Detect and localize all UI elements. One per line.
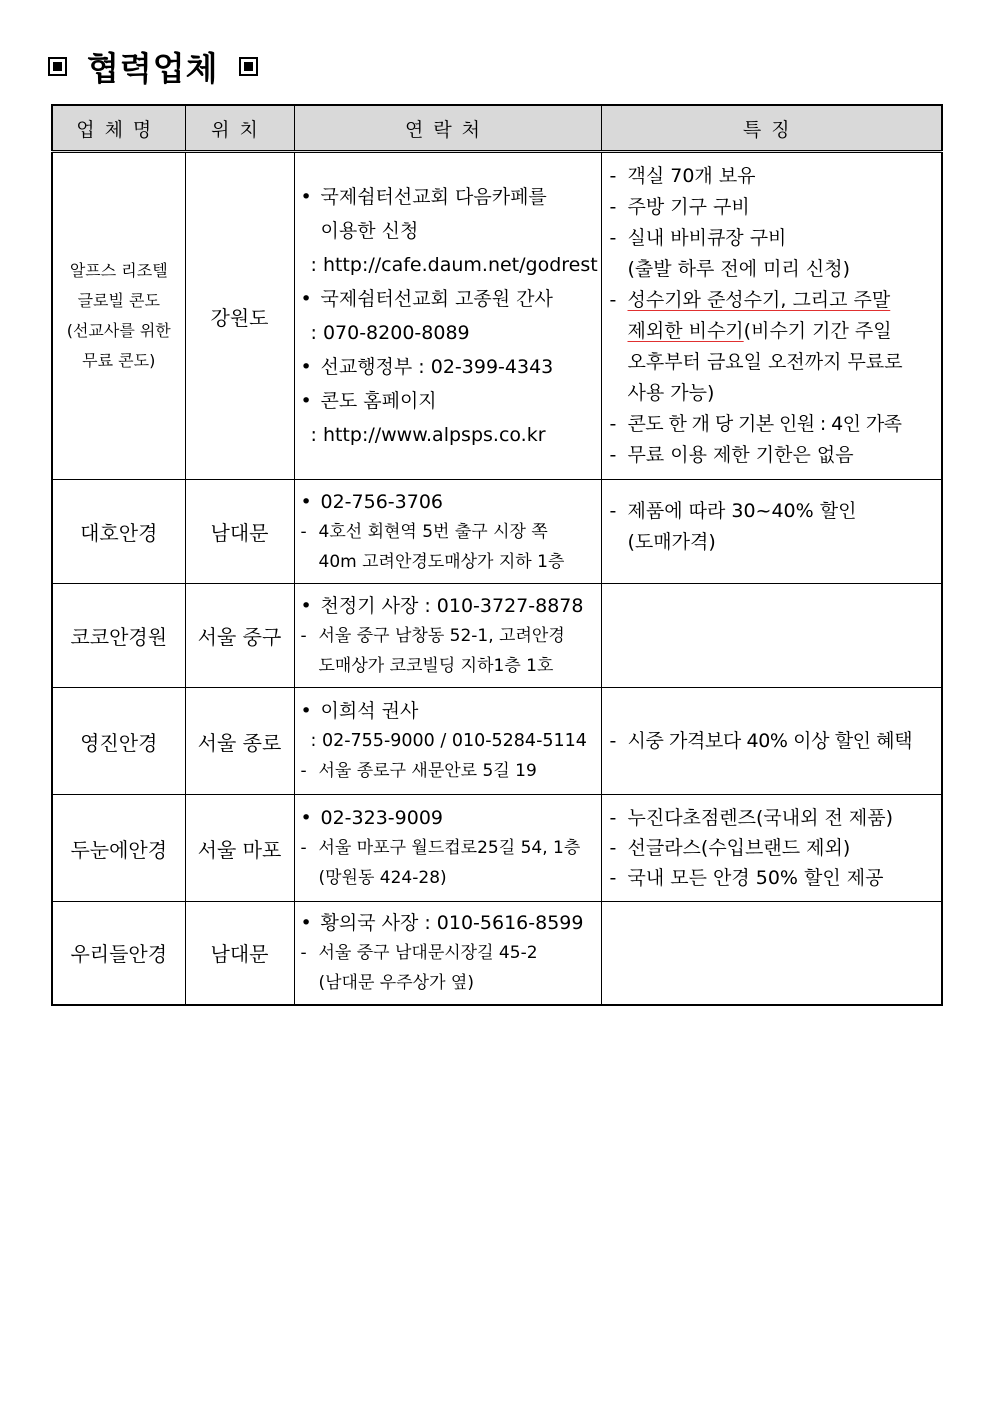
feature-line: (출발 하루 전에 미리 신청) (627, 258, 851, 280)
contact-cell (294, 795, 601, 902)
contact-cell (294, 152, 601, 480)
header-features: 특징 (601, 105, 942, 152)
features-cell (601, 795, 942, 902)
contact-line: • 콘도 홈페이지 (301, 384, 595, 418)
phone-number: : 070-8200-8089 (310, 322, 470, 344)
company-name-cell: 우리들안경 (52, 902, 185, 1005)
location-cell: 남대문 (185, 480, 294, 584)
header-contact: 연락처 (294, 105, 601, 152)
contact-line: • 국제쉼터선교회 고종원 간사 (301, 282, 595, 316)
contact-line: 이용한 신청 (320, 220, 419, 242)
contact-line: - 서울 종로구 새문안로 5길 19 (301, 756, 595, 786)
contact-cell (294, 902, 601, 1005)
cafe-link[interactable]: : http://cafe.daum.net/godrest (310, 254, 598, 276)
company-name-line: (선교사를 위한 (66, 321, 171, 340)
contact-cell (294, 584, 601, 688)
company-name-cell: 코코안경원 (52, 584, 185, 688)
company-name-line: 무료 콘도) (82, 351, 156, 370)
contact-line: • 국제쉼터선교회 다음카페를 (301, 180, 595, 214)
square-bullet-icon (239, 57, 258, 76)
contact-line: • 02-323-9009 (301, 803, 595, 833)
contact-line: • 선교행정부 : 02-399-4343 (301, 350, 595, 384)
contact-line: - 서울 중구 남창동 52-1, 고려안경 (301, 621, 595, 651)
partner-table (51, 104, 943, 1006)
company-name-line: 글로빌 콘도 (77, 291, 160, 310)
company-name-cell: 대호안경 (52, 480, 185, 584)
location-cell: 서울 종로 (185, 688, 294, 795)
feature-line: 사용 가능) (627, 382, 715, 404)
feature-line: - 제품에 따라 30~40% 할인 (610, 496, 934, 527)
header-location: 위치 (185, 105, 294, 152)
contact-cell (294, 688, 601, 795)
location-cell: 남대문 (185, 902, 294, 1005)
features-cell (601, 584, 942, 688)
company-name-cell (52, 152, 185, 480)
page-title: 협력업체 (87, 48, 219, 88)
contact-line: - 4호선 회현역 5번 출구 시장 쪽 (301, 517, 595, 547)
feature-line: (도매가격) (627, 531, 716, 553)
contact-line: • 천정기 사장 : 010-3727-8878 (301, 591, 595, 621)
feature-line: 제외한 비수기(비수기 기간 주일 (627, 320, 892, 342)
feature-line: - 국내 모든 안경 50% 할인 제공 (610, 863, 934, 893)
feature-line: - 객실 70개 보유 (610, 161, 934, 192)
page-heading (48, 44, 258, 88)
table-row (52, 795, 942, 902)
table-row (52, 902, 942, 1005)
table-row (52, 584, 942, 688)
contact-line: 도매상가 코코빌딩 지하1층 1호 (318, 655, 554, 676)
square-bullet-icon (48, 57, 67, 76)
company-name-cell: 영진안경 (52, 688, 185, 795)
feature-line: - 성수기와 준성수기, 그리고 주말 (610, 285, 934, 316)
table-row (52, 688, 942, 795)
phone-number: : 02-755-9000 / 010-5284-5114 (310, 731, 587, 751)
contact-line: - 서울 마포구 월드컵로25길 54, 1층 (301, 833, 595, 863)
company-name-cell: 두눈에안경 (52, 795, 185, 902)
table-row (52, 152, 942, 480)
location-cell: 서울 마포 (185, 795, 294, 902)
company-name-line: 알프스 리조텔 (69, 261, 168, 280)
contact-line: • 이희석 권사 (301, 696, 595, 726)
table-header-row (52, 105, 942, 152)
feature-line: - 누진다초점렌즈(국내외 전 제품) (610, 803, 934, 833)
contact-line: • 02-756-3706 (301, 487, 595, 517)
feature-line: - 콘도 한 개 당 기본 인원 : 4인 가족 (610, 409, 934, 440)
contact-line: (남대문 우주상가 옆) (318, 972, 474, 993)
location-cell: 서울 중구 (185, 584, 294, 688)
header-name: 업체명 (52, 105, 185, 152)
homepage-link[interactable]: : http://www.alpsps.co.kr (310, 424, 546, 446)
contact-line: 40m 고려안경도매상가 지하 1층 (318, 551, 565, 572)
table-row (52, 480, 942, 584)
feature-line: - 주방 기구 구비 (610, 192, 934, 223)
feature-line: - 선글라스(수입브랜드 제외) (610, 833, 934, 863)
feature-line: - 실내 바비큐장 구비 (610, 223, 934, 254)
feature-line: 오후부터 금요일 오전까지 무료로 (627, 351, 903, 373)
features-cell (601, 152, 942, 480)
features-cell (601, 902, 942, 1005)
location-cell: 강원도 (185, 152, 294, 480)
contact-line: (망원동 424-28) (318, 868, 447, 888)
feature-line: - 시중 가격보다 40% 이상 할인 혜택 (610, 726, 934, 757)
contact-line: - 서울 중구 남대문시장길 45-2 (301, 938, 595, 968)
contact-cell (294, 480, 601, 584)
features-cell (601, 688, 942, 795)
features-cell (601, 480, 942, 584)
feature-line: - 무료 이용 제한 기한은 없음 (610, 440, 934, 471)
contact-line: • 황의국 사장 : 010-5616-8599 (301, 908, 595, 938)
